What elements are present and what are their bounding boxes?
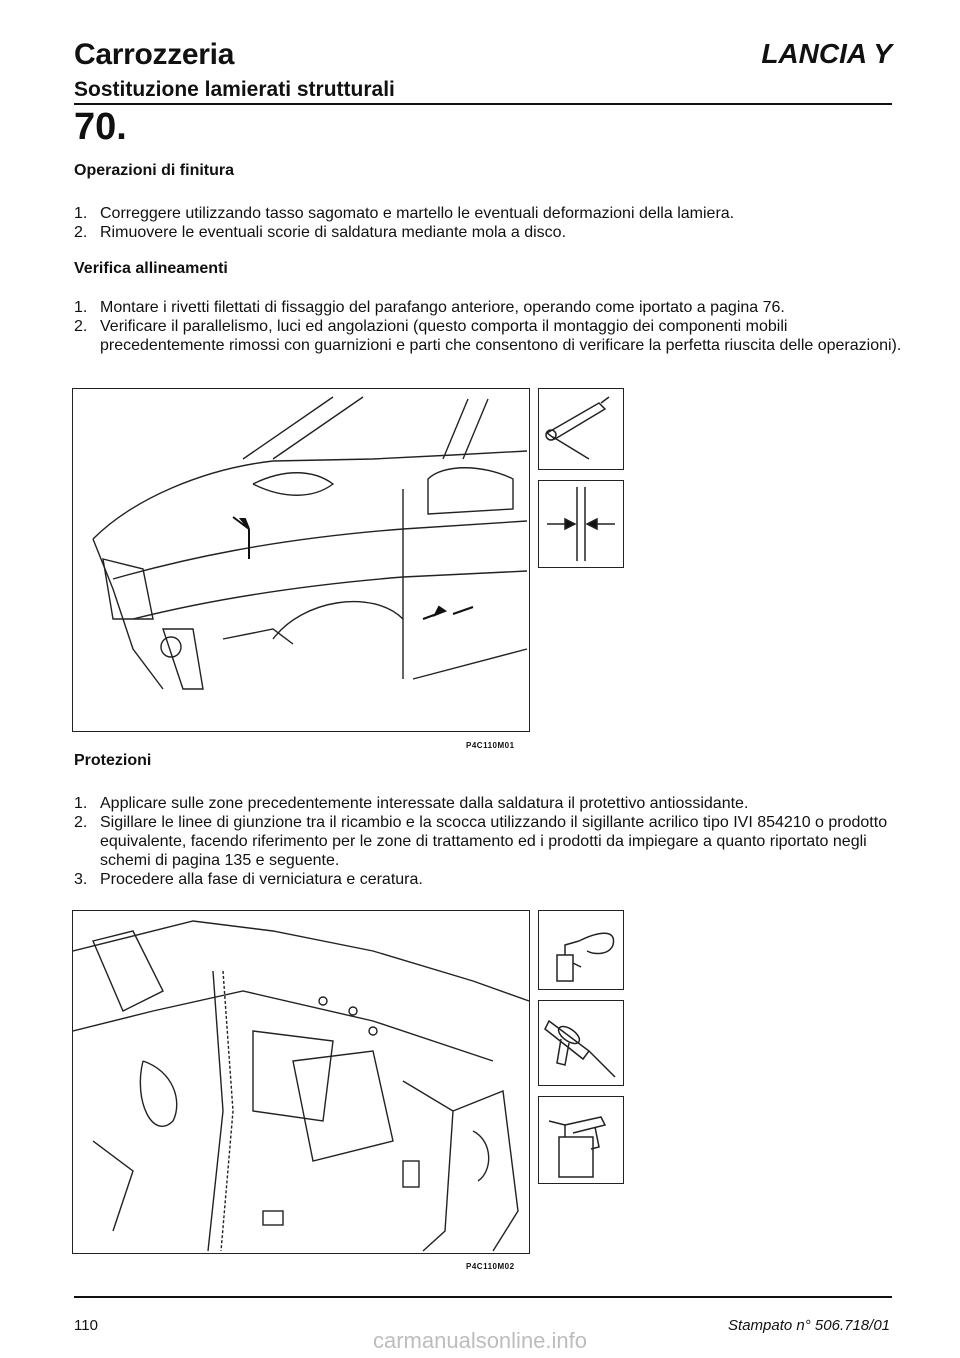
page-number: 110 <box>74 1317 98 1334</box>
figure-front-fender <box>72 388 530 732</box>
heading-finitura: Operazioni di finitura <box>74 162 235 179</box>
list-item <box>74 813 904 870</box>
watermark: carmanualsonline.info <box>372 1328 588 1353</box>
list-item <box>74 223 904 242</box>
list-item <box>74 317 904 355</box>
step-text: Montare i rivetti filettati di fissaggio del parafango anteriore, operando come iportato a pagina 76. <box>100 299 785 316</box>
paint-spray-gun-icon <box>538 1096 624 1184</box>
list-item <box>74 298 904 317</box>
step-number: 3. <box>74 871 88 888</box>
section-title: Carrozzeria <box>74 38 235 71</box>
heading-allineamenti: Verifica allineamenti <box>74 260 228 277</box>
step-text: Correggere utilizzando tasso sagomato e martello le eventuali deformazioni della lamiera. <box>100 205 735 222</box>
list-protezioni <box>74 794 904 889</box>
header-rule <box>74 103 892 105</box>
figure-code: P4C110M02 <box>466 1262 515 1271</box>
alignment-gap-icon <box>538 480 624 568</box>
sealant-gun-icon <box>538 1000 624 1086</box>
step-number: 1. <box>74 299 88 316</box>
footer-rule <box>74 1296 892 1298</box>
step-text: Verificare il parallelismo, luci ed angolazioni (questo comporta il montaggio dei componenti mobili precedentemente rimossi con guarnizioni e parti che consentono di verificare la perfetta riuscita delle operazioni). <box>100 318 902 354</box>
section-subtitle: Sostituzione lamierati strutturali <box>74 78 395 101</box>
spray-gun-icon <box>538 910 624 990</box>
step-number: 2. <box>74 318 88 335</box>
step-number: 1. <box>74 795 88 812</box>
step-text: Rimuovere le eventuali scorie di saldatura mediante mola a disco. <box>100 224 567 241</box>
brand-label: LANCIA Y <box>761 38 892 69</box>
list-item <box>74 204 904 223</box>
rivet-gun-icon <box>538 388 624 470</box>
step-text: Applicare sulle zone precedentemente interessate dalla saldatura il protettivo antiossidante. <box>100 795 749 812</box>
page-code: 70. <box>74 106 127 148</box>
step-text: Procedere alla fase di verniciatura e ceratura. <box>100 871 423 888</box>
step-number: 2. <box>74 814 88 831</box>
step-text: Sigillare le linee di giunzione tra il ricambio e la scocca utilizzando il sigillante acrilico tipo IVI 854210 o prodotto equivalente, facendo riferimento per le zone di trattamento ed i prodotti da impiegare a quanto riportato negli schemi di pagina 135 e seguente. <box>100 814 888 869</box>
step-number: 2. <box>74 224 88 241</box>
figure-code: P4C110M01 <box>466 741 515 750</box>
print-reference: Stampato n° 506.718/01 <box>728 1317 890 1334</box>
heading-protezioni: Protezioni <box>74 752 152 769</box>
step-number: 1. <box>74 205 88 222</box>
figure-engine-bay <box>72 910 530 1254</box>
list-allineamenti <box>74 298 904 355</box>
list-finitura <box>74 204 904 242</box>
list-item <box>74 870 904 889</box>
car-front-illustration <box>73 389 529 731</box>
engine-bay-illustration <box>73 911 529 1253</box>
list-item <box>74 794 904 813</box>
